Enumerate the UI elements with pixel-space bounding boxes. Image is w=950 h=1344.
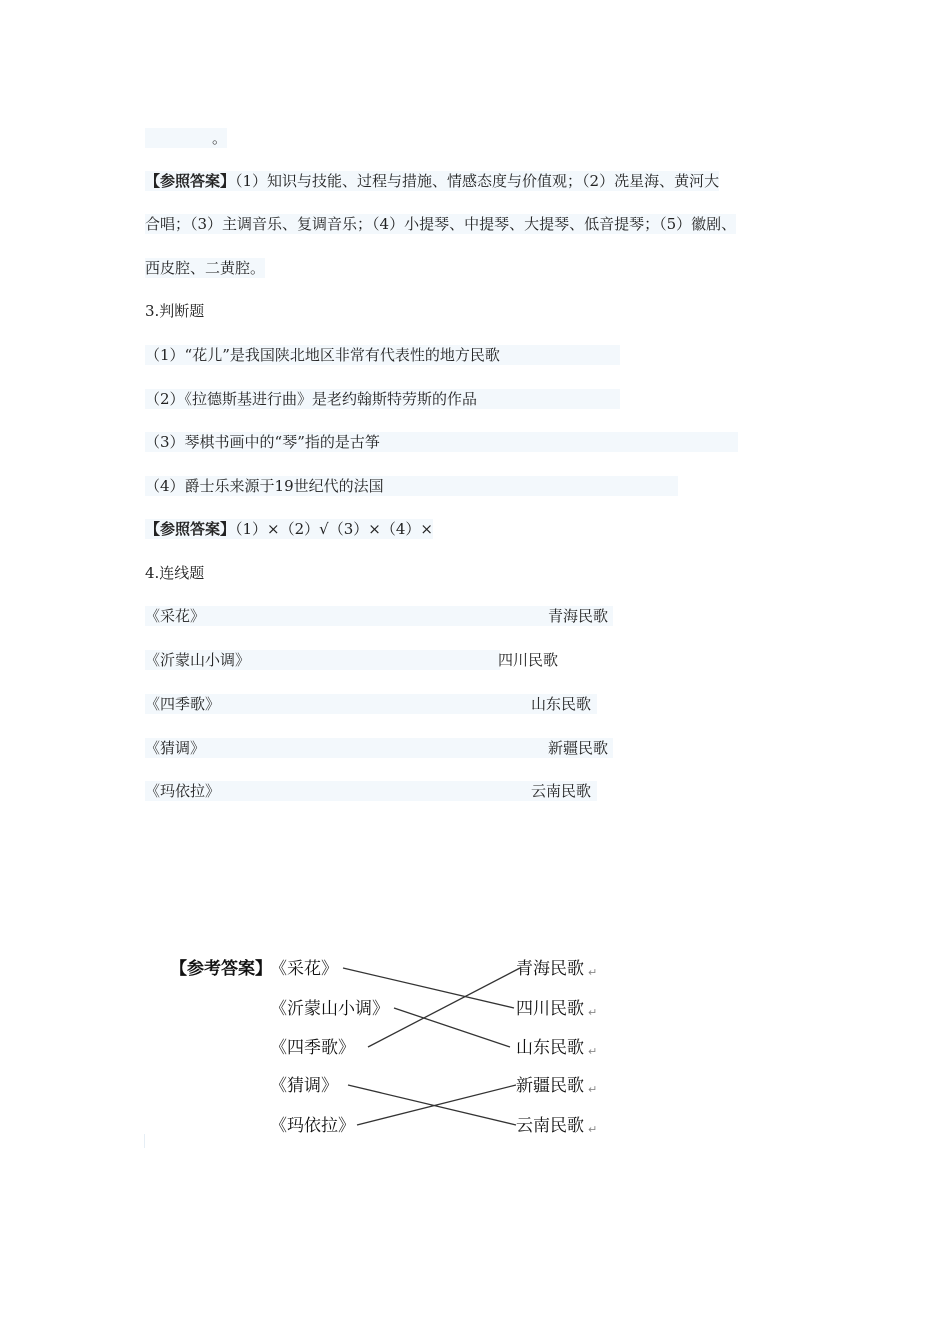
match-row-4: [145, 738, 613, 758]
figure-right-5: 云南民歌: [516, 1116, 584, 1136]
figure-left-4: 《猜调》: [270, 1076, 338, 1096]
figure-right-1: 青海民歌: [516, 959, 584, 979]
figure-right-2: 四川民歌: [516, 999, 584, 1019]
answer2-line2-text: 合唱；（3）主调音乐、复调音乐；（4）小提琴、中提琴、大提琴、低音提琴；（5）徽剧、: [145, 215, 737, 233]
answer2-line1: [145, 171, 719, 191]
match-right-1: 青海民歌: [548, 607, 609, 625]
judge-item-1: [145, 345, 620, 365]
match-right-5: 云南民歌: [531, 782, 592, 800]
judge-item-3-text: （3）琴棋书画中的“琴”指的是古筝: [145, 433, 380, 451]
figure-right-3: 山东民歌: [516, 1038, 584, 1058]
figure-right-4: 新疆民歌: [516, 1076, 584, 1096]
match-left-3: 《四季歌》: [145, 695, 221, 713]
figure-left-3: 《四季歌》: [270, 1038, 355, 1058]
answer2-line2: [145, 214, 736, 234]
judge-item-4-text: （4）爵士乐来源于19世纪代的法国: [145, 477, 384, 495]
judge-item-2-text: （2）《拉德斯基进行曲》是老约翰斯特劳斯的作品: [145, 390, 478, 408]
match-right-4: 新疆民歌: [548, 739, 609, 757]
figure-mark-4: ↵: [588, 1083, 598, 1096]
match-left-4: 《猜调》: [145, 739, 206, 757]
answer2-label: 【参照答案】: [145, 172, 236, 190]
figure-label: 【参考答案】: [170, 959, 272, 979]
section4-heading: 4.连线题: [145, 564, 205, 582]
answer3-label: 【参照答案】: [145, 520, 236, 538]
connection-line-2: [394, 1008, 510, 1047]
judge-item-1-text: （1）“花儿”是我国陕北地区非常有代表性的地方民歌: [145, 346, 500, 364]
judge-item-3: [145, 432, 738, 452]
match-left-5: 《玛依拉》: [145, 782, 221, 800]
match-row-3: [145, 694, 597, 714]
judge-item-4: [145, 476, 678, 496]
match-right-2: 四川民歌: [498, 651, 559, 669]
connection-line-3: [368, 968, 520, 1047]
figure-left-1: 《采花》: [270, 959, 338, 979]
figure-edge-mark: [144, 1134, 145, 1148]
match-row-2: [145, 650, 500, 670]
match-right-3: 山东民歌: [531, 695, 592, 713]
match-row-5: [145, 781, 597, 801]
connection-lines: [343, 968, 520, 1125]
figure-left-2: 《沂蒙山小调》: [270, 999, 389, 1019]
figure-mark-5: ↵: [588, 1123, 598, 1136]
answer3-text: （1）×（2）√（3）×（4）×: [235, 520, 433, 538]
figure-mark-1: ↵: [588, 966, 598, 979]
answer2-line3: [145, 258, 265, 278]
match-left-2: 《沂蒙山小调》: [145, 651, 251, 669]
figure-mark-2: ↵: [588, 1006, 598, 1019]
match-row-1: [145, 606, 613, 626]
top-fragment-text: 。: [211, 129, 227, 147]
figure-mark-3: ↵: [588, 1045, 598, 1058]
section3-heading: 3.判断题: [145, 302, 205, 320]
matching-answer-figure: [140, 950, 620, 1150]
judge-item-2: [145, 389, 620, 409]
match-left-1: 《采花》: [145, 607, 206, 625]
answer3: [145, 519, 433, 539]
top-fragment: [145, 128, 227, 148]
answer2-line3-text: 西皮腔、二黄腔。: [145, 259, 266, 277]
figure-left-5: 《玛依拉》: [270, 1116, 355, 1136]
answer2-line1-text: （1）知识与技能、过程与措施、情感态度与价值观；（2）冼星海、黄河大: [235, 172, 720, 190]
